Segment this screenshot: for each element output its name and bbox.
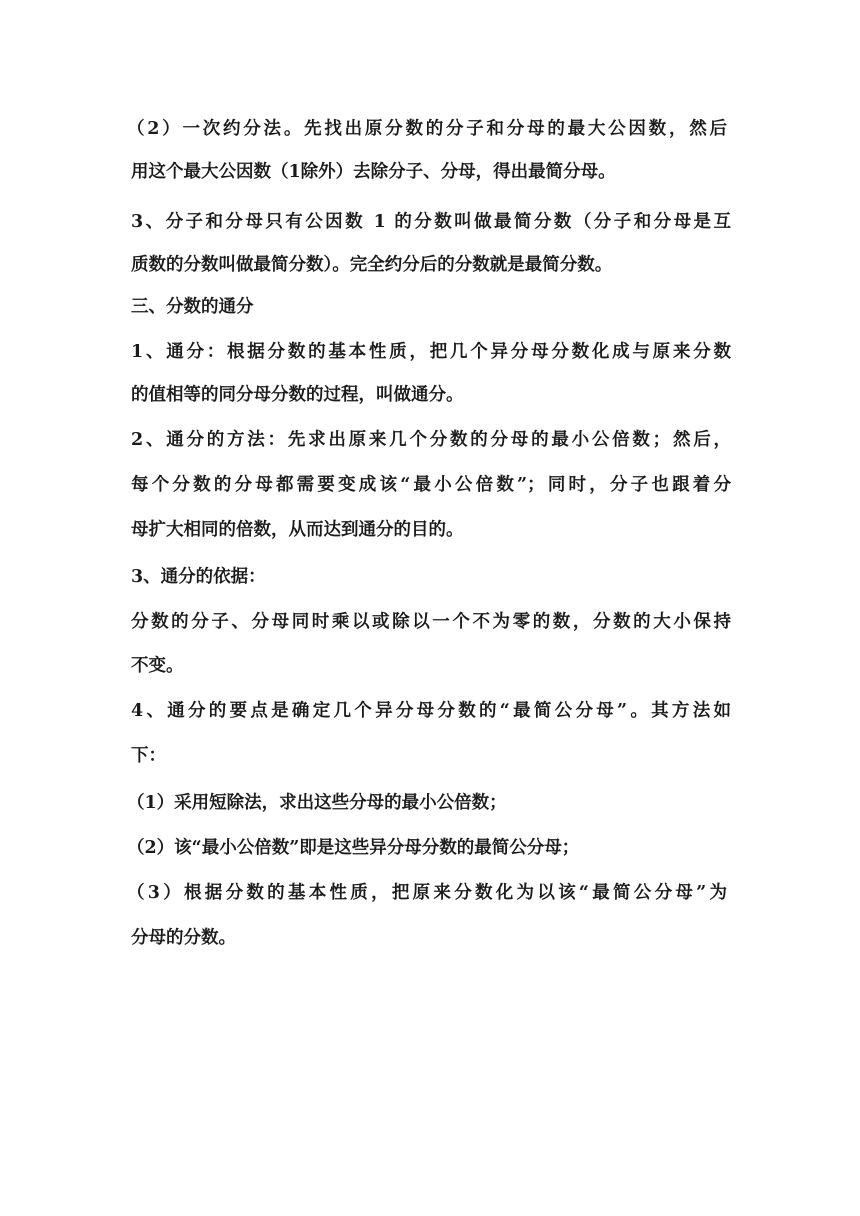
paragraph-line: 分母的分数。: [131, 928, 236, 948]
paragraph-line: 用这个最大公因数（1除外）去除分子、分母，得出最简分母。: [131, 162, 616, 182]
paragraph-line: 分数的分子、分母同时乘以或除以一个不为零的数，分数的大小保持: [131, 612, 731, 632]
paragraph-line: 4、通分的要点是确定几个异分母分数的“最简公分母”。其方法如: [131, 701, 731, 721]
paragraph-line: 的值相等的同分母分数的过程，叫做通分。: [131, 385, 464, 405]
paragraph-line: 质数的分数叫做最简分数）。完全约分后的分数就是最简分数。: [131, 255, 613, 275]
paragraph-line: 每个分数的分母都需要变成该“最小公倍数”；同时，分子也跟着分: [131, 475, 731, 495]
paragraph-line: （2）一次约分法。先找出原分数的分子和分母的最大公因数，然后: [127, 119, 727, 139]
paragraph-line: 母扩大相同的倍数，从而达到通分的目的。: [131, 520, 464, 540]
paragraph-line: 2、通分的方法：先求出原来几个分数的分母的最小公倍数；然后，: [131, 430, 731, 450]
paragraph-line: （2）该“最小公倍数”即是这些异分母分数的最简公分母；: [127, 838, 580, 858]
paragraph-line: （3）根据分数的基本性质，把原来分数化为以该“最简公分母”为: [127, 883, 727, 903]
paragraph-line: 3、通分的依据：: [131, 567, 266, 587]
paragraph-line: 下：: [131, 746, 166, 766]
paragraph-line: 不变。: [131, 656, 184, 676]
paragraph-line: （1）采用短除法，求出这些分母的最小公倍数；: [127, 793, 507, 813]
paragraph-line: 1、通分：根据分数的基本性质，把几个异分母分数化成与原来分数: [131, 342, 731, 362]
section-heading: 三、分数的通分: [131, 297, 254, 317]
paragraph-line: 3、分子和分母只有公因数 1 的分数叫做最简分数（分子和分母是互: [131, 212, 731, 232]
